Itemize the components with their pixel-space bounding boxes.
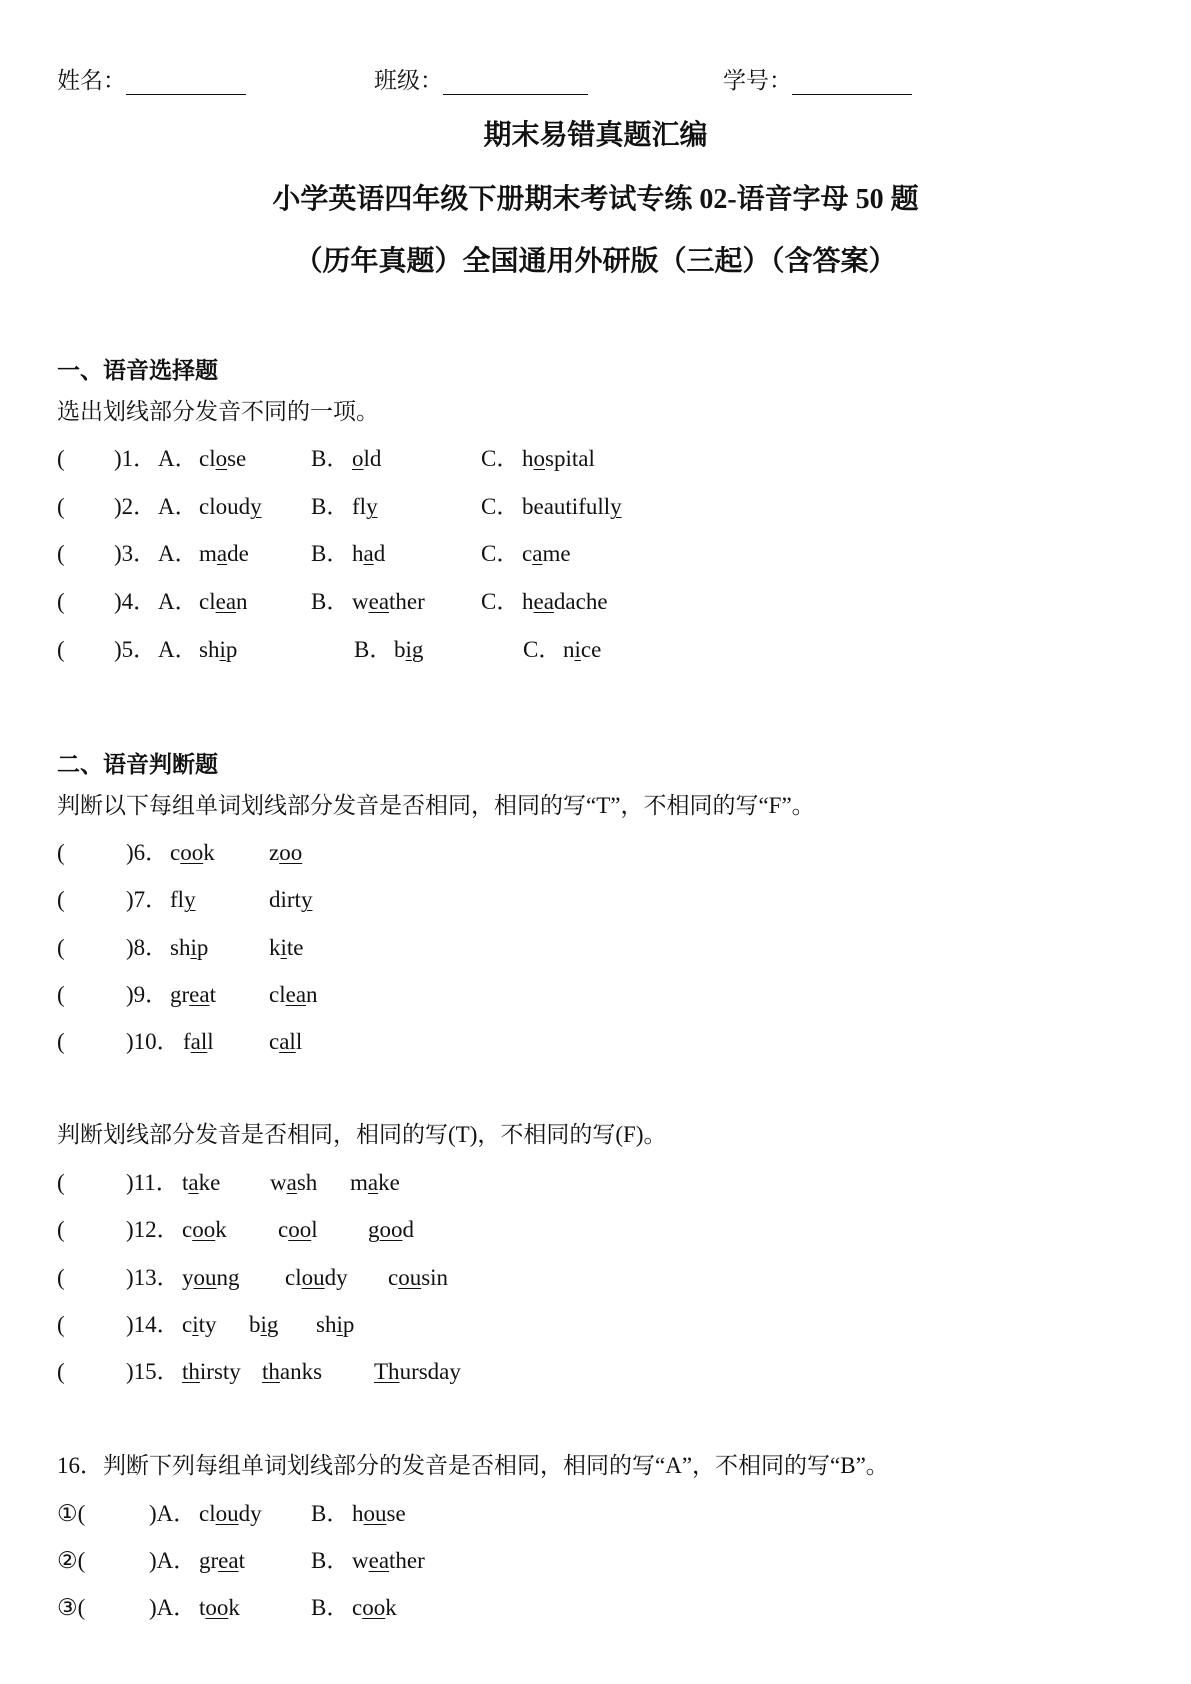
doc-subtitle-2: （历年真题）全国通用外研版（三起）（含答案） [294,246,897,277]
option-word [182,1216,227,1244]
underlined-sound: a [367,1170,379,1195]
option-word [522,445,595,473]
underlined-sound: ea [218,1548,239,1573]
word-suffix: ld [363,446,382,471]
question-number: )3． [114,541,157,566]
word-prefix: g [368,1217,380,1242]
underlined-sound: a [188,1170,199,1195]
option-word [182,1311,217,1339]
option-word [199,493,262,521]
option-word [368,1216,414,1244]
question-number: )15． [126,1359,180,1384]
option-letter: B． [354,637,393,662]
answer-blank-bracket[interactable]: ②( [57,1548,86,1573]
option-word [199,588,248,616]
underlined-sound: al [279,1029,296,1054]
underlined-sound: i [336,1312,343,1337]
underlined-sound: oo [288,1217,312,1242]
underlined-sound: oo [180,840,204,865]
question-number: )6． [126,840,169,865]
word-suffix: d [402,1217,414,1242]
underlined-sound: y [250,494,262,519]
option-letter: B． [311,589,350,614]
word-prefix: c [182,1217,193,1242]
option-word [352,1594,397,1622]
word-prefix: fl [352,494,367,519]
word-prefix: cl [285,1265,302,1290]
option-word [249,1311,278,1339]
word-suffix: te [286,935,304,960]
word-suffix: p [196,935,209,960]
option-word [199,1500,262,1528]
underlined-sound: a [216,541,228,566]
option-word [183,1028,214,1056]
word-suffix: l [207,1029,214,1054]
option-word [199,1594,240,1622]
word-suffix: ther [389,1548,425,1573]
word-prefix: c [388,1265,399,1290]
option-letter: C． [481,494,520,519]
option-word [316,1311,354,1339]
option-word [269,981,318,1009]
question-number: )7． [126,887,169,912]
word-suffix: dy [324,1265,348,1290]
word-prefix: cl [199,446,216,471]
underlined-sound: o [533,446,545,471]
student-id-field[interactable] [723,67,912,95]
option-letter: B． [311,446,350,471]
underlined-sound: o [352,446,364,471]
name-field[interactable] [57,67,246,95]
underlined-sound: y [366,494,378,519]
word-suffix: se [227,446,247,471]
answer-blank-bracket[interactable]: ( [57,589,65,614]
question-number: )4． [114,589,157,614]
word-suffix: t [209,982,216,1007]
option-word [170,981,216,1009]
word-suffix: sh [296,1170,318,1195]
underlined-sound: i [260,1312,267,1337]
option-word [269,1028,302,1056]
word-prefix: k [269,935,281,960]
answer-blank-bracket[interactable]: ( [57,1170,65,1195]
question-number: )10． [126,1029,180,1054]
question-number: )14． [126,1312,180,1337]
word-prefix: y [182,1265,194,1290]
answer-blank-bracket[interactable]: ( [57,637,65,662]
option-word [269,934,304,962]
word-prefix: m [199,541,217,566]
underlined-sound: i [574,637,581,662]
word-prefix: z [269,840,280,865]
answer-blank-bracket[interactable]: ①( [57,1501,86,1526]
underlined-sound: ea [189,982,210,1007]
option-word [199,445,246,473]
word-suffix: l [311,1217,318,1242]
word-prefix: n [563,637,575,662]
underlined-sound: Th [374,1359,400,1384]
underlined-sound: y [184,887,196,912]
word-prefix: h [522,446,534,471]
option-letter: B． [311,1548,350,1573]
underlined-sound: i [192,1312,199,1337]
word-prefix: w [352,1548,369,1573]
section2-instruction: 判断以下每组单词划线部分发音是否相同，相同的写“T”，不相同的写“F”。 [57,793,815,818]
option-letter: B． [311,494,350,519]
option-letter: B． [311,1595,350,1620]
question-number: )8． [126,935,169,960]
answer-blank-bracket[interactable]: ③( [57,1595,86,1620]
answer-blank-bracket[interactable]: ( [57,1217,65,1242]
option-word [199,1547,245,1575]
option-word [182,1264,240,1292]
word-prefix: gr [170,982,190,1007]
word-prefix: sh [316,1312,337,1337]
answer-blank-bracket[interactable]: ( [57,446,65,471]
student-id-label: 学号： [723,68,792,93]
word-prefix: w [270,1170,287,1195]
word-suffix: dy [238,1501,262,1526]
underlined-sound: a [532,541,543,566]
underlined-sound: ou [215,1501,239,1526]
word-prefix: c [352,1595,363,1620]
underlined-sound: al [190,1029,208,1054]
name-label: 姓名： [57,68,126,93]
section3-instruction: 判断划线部分发音是否相同，相同的写(T)，不相同的写(F)。 [57,1122,667,1147]
word-suffix: ce [580,637,602,662]
option-letter: A． [158,637,198,662]
word-prefix: cl [199,589,216,614]
section1-instruction: 选出划线部分发音不同的一项。 [57,399,379,424]
option-word [285,1264,348,1292]
underlined-sound: ea [215,589,237,614]
answer-blank-bracket[interactable]: ( [57,541,65,566]
underlined-sound: oo [205,1595,229,1620]
option-word [269,839,302,867]
underlined-sound: i [219,637,226,662]
word-prefix: beautifull [522,494,611,519]
underlined-sound: i [190,935,197,960]
underlined-sound: i [405,637,412,662]
underlined-sound: ou [363,1501,387,1526]
option-word [352,445,381,473]
word-suffix: k [228,1595,240,1620]
word-suffix: sin [421,1265,449,1290]
underlined-sound: ou [398,1265,422,1290]
option-letter: B． [311,541,350,566]
word-suffix: ke [378,1170,400,1195]
word-suffix: ke [198,1170,221,1195]
option-word [199,540,249,568]
option-word [352,1500,406,1528]
word-prefix: fl [170,887,185,912]
question-number: )13． [126,1265,180,1290]
option-word [352,588,425,616]
underlined-sound: i [280,935,287,960]
question-number: )2． [114,494,157,519]
question-number: )A． [149,1501,197,1526]
word-prefix: c [182,1312,193,1337]
answer-blank-bracket[interactable]: ( [57,1359,65,1384]
word-prefix: cl [199,1501,216,1526]
underlined-sound: ou [193,1265,217,1290]
underlined-sound: oo [279,840,303,865]
underlined-sound: oo [362,1595,386,1620]
word-suffix: dache [553,589,608,614]
option-word [563,636,601,664]
word-suffix: se [386,1501,406,1526]
doc-title: 期末易错真题汇编 [483,120,708,151]
answer-blank-bracket[interactable]: ( [57,1029,65,1054]
underlined-sound: ea [368,589,390,614]
word-prefix: sh [199,637,220,662]
word-suffix: t [238,1548,245,1573]
word-prefix: sh [170,935,191,960]
word-suffix: k [215,1217,227,1242]
word-prefix: m [350,1170,368,1195]
answer-blank-bracket[interactable]: ( [57,1265,65,1290]
question-number: )A． [149,1595,197,1620]
underlined-sound: a [286,1170,297,1195]
class-label: 班级： [374,68,443,93]
option-word [394,636,423,664]
option-word [388,1264,448,1292]
option-word [170,934,208,962]
option-letter: A． [158,446,198,471]
answer-blank-bracket[interactable]: ( [57,887,65,912]
word-prefix: c [278,1217,289,1242]
option-word [278,1216,318,1244]
class-field[interactable] [374,67,588,95]
option-word [352,493,378,521]
option-letter: A． [158,541,198,566]
doc-subtitle: 小学英语四年级下册期末考试专练 02-语音字母 50 题 [272,184,919,215]
student-id-blank[interactable] [792,74,912,95]
option-letter: A． [158,494,198,519]
option-word [269,886,312,914]
answer-blank-bracket[interactable]: ( [57,982,65,1007]
word-prefix: c [269,1029,280,1054]
class-blank[interactable] [443,74,588,95]
answer-blank-bracket[interactable]: ( [57,935,65,960]
word-suffix: n [306,982,318,1007]
question-number: )11． [126,1170,179,1195]
word-suffix: p [225,637,238,662]
word-prefix: b [394,637,406,662]
word-suffix: ty [198,1312,217,1337]
word-prefix: w [352,589,369,614]
word-suffix: de [227,541,249,566]
option-word [352,540,385,568]
underlined-sound: ou [301,1265,325,1290]
underlined-sound: oo [379,1217,403,1242]
word-prefix: t [182,1170,189,1195]
word-suffix: ursday [399,1359,461,1384]
word-suffix: g [411,637,424,662]
underlined-sound: ea [368,1548,390,1573]
option-letter: C． [523,637,562,662]
option-letter: C． [481,589,520,614]
option-letter: A． [158,589,198,614]
option-word [270,1169,317,1197]
word-prefix: cl [269,982,286,1007]
underlined-sound: th [262,1359,280,1384]
question-number: )1． [114,446,157,471]
question-number: )A． [149,1548,197,1573]
answer-blank-bracket[interactable]: ( [57,1312,65,1337]
option-word [182,1169,220,1197]
name-blank[interactable] [126,74,246,95]
underlined-sound: y [610,494,622,519]
option-letter: C． [481,446,520,471]
word-prefix: f [183,1029,191,1054]
word-suffix: n [236,589,248,614]
word-prefix: t [199,1595,206,1620]
underlined-sound: y [300,887,313,912]
option-word [262,1358,322,1386]
option-word [522,540,571,568]
underlined-sound: a [363,541,374,566]
word-prefix: b [249,1312,261,1337]
underlined-sound: ea [285,982,307,1007]
option-letter: C． [481,541,520,566]
word-suffix: k [385,1595,397,1620]
underlined-sound: th [182,1359,200,1384]
word-prefix: cloud [199,494,251,519]
question-number: )12． [126,1217,180,1242]
word-suffix: anks [279,1359,323,1384]
option-letter: B． [311,1501,350,1526]
word-suffix: ng [216,1265,240,1290]
word-prefix: c [170,840,181,865]
option-word [170,886,196,914]
option-word [199,636,237,664]
option-word [182,1358,241,1386]
answer-blank-bracket[interactable]: ( [57,840,65,865]
underlined-sound: ea [533,589,554,614]
word-suffix: d [373,541,386,566]
word-prefix: h [352,1501,364,1526]
option-word [352,1547,425,1575]
word-prefix: c [522,541,533,566]
word-prefix: dirt [269,887,301,912]
word-suffix: spital [545,446,595,471]
word-prefix: h [522,589,534,614]
word-prefix: h [352,541,364,566]
underlined-sound: oo [192,1217,216,1242]
word-suffix: me [542,541,571,566]
underlined-sound: o [215,446,228,471]
option-word [374,1358,461,1386]
word-suffix: irsty [199,1359,241,1384]
section1-heading: 一、语音选择题 [57,358,218,383]
word-suffix: p [342,1312,355,1337]
answer-blank-bracket[interactable]: ( [57,494,65,519]
word-suffix: ther [389,589,425,614]
word-suffix: g [266,1312,279,1337]
word-suffix: l [295,1029,303,1054]
question16-prompt: 16．判断下列每组单词划线部分的发音是否相同，相同的写“A”，不相同的写“B”。 [57,1453,889,1478]
word-suffix: k [203,840,215,865]
option-word [350,1169,400,1197]
option-word [170,839,215,867]
option-word [522,588,608,616]
section2-heading: 二、语音判断题 [57,752,218,777]
question-number: )5． [114,637,157,662]
word-prefix: gr [199,1548,219,1573]
question-number: )9． [126,982,169,1007]
option-word [522,493,622,521]
